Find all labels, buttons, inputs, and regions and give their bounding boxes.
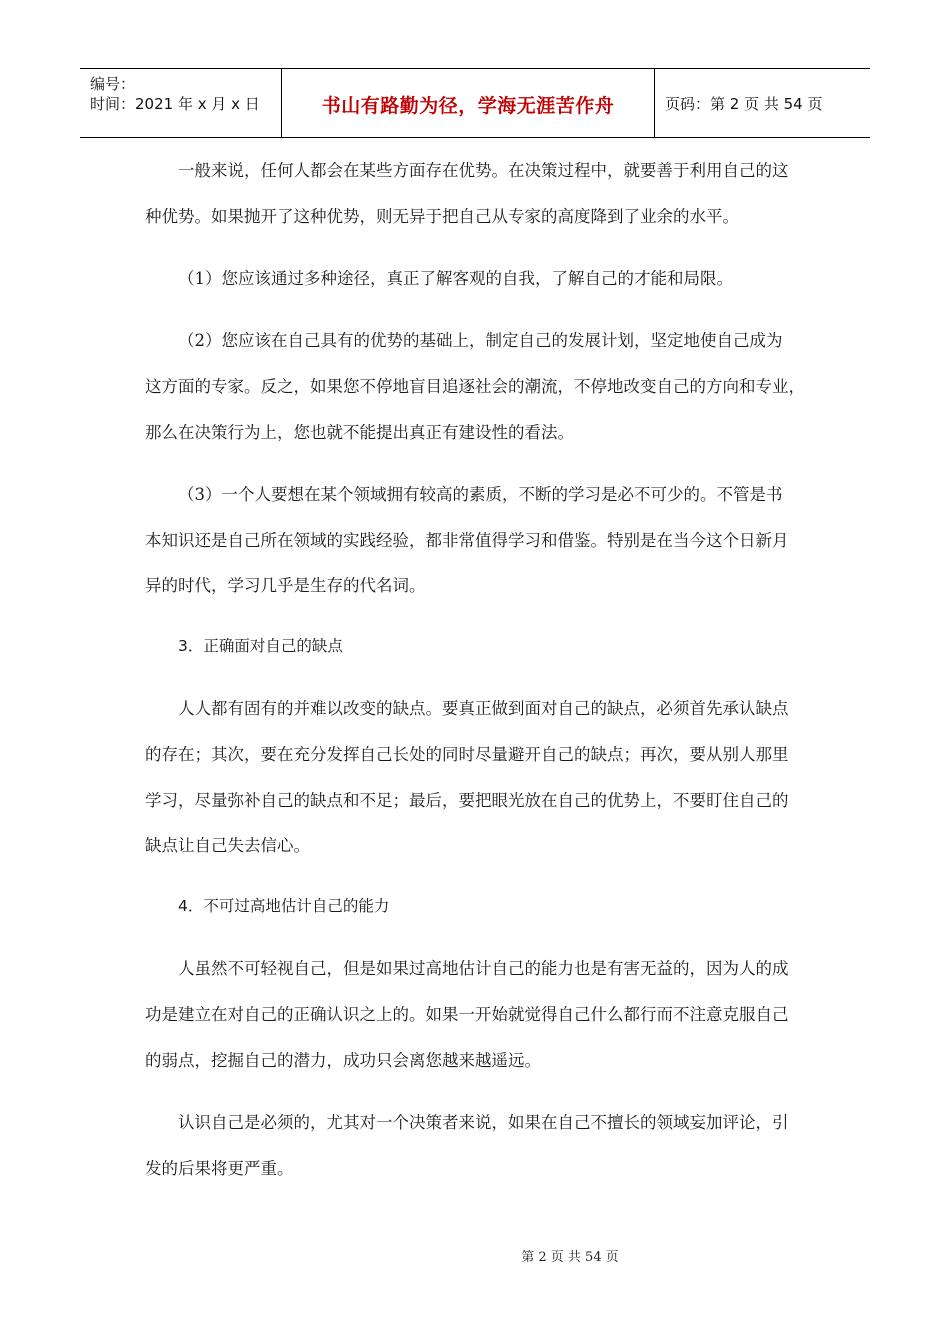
paragraph-line: 的弱点，挖掘自己的潜力，成功只会离您越来越遥远。: [145, 1051, 541, 1070]
page-footer: 第 2 页 共 54 页: [521, 1250, 619, 1265]
header-page-cell: [655, 69, 870, 137]
paragraph-line: 功是建立在对自己的正确认识之上的。如果一开始就觉得自己什么都行而不注意克服自己: [145, 1005, 789, 1024]
code-label: 编号：: [90, 75, 136, 93]
paragraph-line: 一般来说，任何人都会在某些方面存在优势。在决策过程中，就要善于利用自己的这: [178, 161, 789, 180]
motto-text: 书山有路勤为径，学海无涯苦作舟: [321, 95, 615, 117]
section-heading: 3．正确面对自己的缺点: [178, 637, 343, 655]
list-item-3: （3）一个人要想在某个领域拥有较高的素质，不断的学习是必不可少的。不管是书: [178, 485, 783, 504]
header-page-info: 页码：第 2 页 共 54 页: [665, 95, 823, 113]
paragraph-line: 认识自己是必须的，尤其对一个决策者来说，如果在自己不擅长的领域妄加评论，引: [178, 1113, 789, 1132]
paragraph-line: 发的后果将更严重。: [145, 1159, 294, 1178]
paragraph-line: 种优势。如果抛开了这种优势，则无异于把自己从专家的高度降到了业余的水平。: [145, 207, 739, 226]
header-motto-cell: [282, 69, 655, 137]
paragraph-line: 异的时代，学习几乎是生存的代名词。: [145, 576, 426, 595]
list-item-2: （2）您应该在自己具有的优势的基础上，制定自己的发展计划，坚定地使自己成为: [178, 331, 783, 350]
list-item-1: （1）您应该通过多种途径，真正了解客观的自我，了解自己的才能和局限。: [178, 269, 733, 288]
paragraph-line: 的存在；其次，要在充分发挥自己长处的同时尽量避开自己的缺点；再次，要从别人那里: [145, 745, 789, 764]
paragraph-line: 本知识还是自己所在领域的实践经验，都非常值得学习和借鉴。特别是在当今这个日新月: [145, 531, 789, 550]
paragraph-line: 人虽然不可轻视自己，但是如果过高地估计自己的能力也是有害无益的，因为人的成: [178, 959, 789, 978]
paragraph-line: 这方面的专家。反之，如果您不停地盲目追逐社会的潮流，不停地改变自己的方向和专业，: [145, 377, 805, 396]
paragraph-line: 学习，尽量弥补自己的缺点和不足；最后，要把眼光放在自己的优势上，不要盯住自己的: [145, 791, 789, 810]
header-meta-cell: [80, 69, 282, 137]
document-header: [80, 68, 870, 138]
paragraph-line: 那么在决策行为上，您也就不能提出真正有建设性的看法。: [145, 423, 574, 442]
section-heading: 4．不可过高地估计自己的能力: [178, 897, 390, 915]
paragraph-line: 人人都有固有的并难以改变的缺点。要真正做到面对自己的缺点，必须首先承认缺点: [178, 699, 789, 718]
paragraph-line: 缺点让自己失去信心。: [145, 836, 310, 855]
date-label: 时间：2021 年 x 月 x 日: [90, 95, 260, 113]
